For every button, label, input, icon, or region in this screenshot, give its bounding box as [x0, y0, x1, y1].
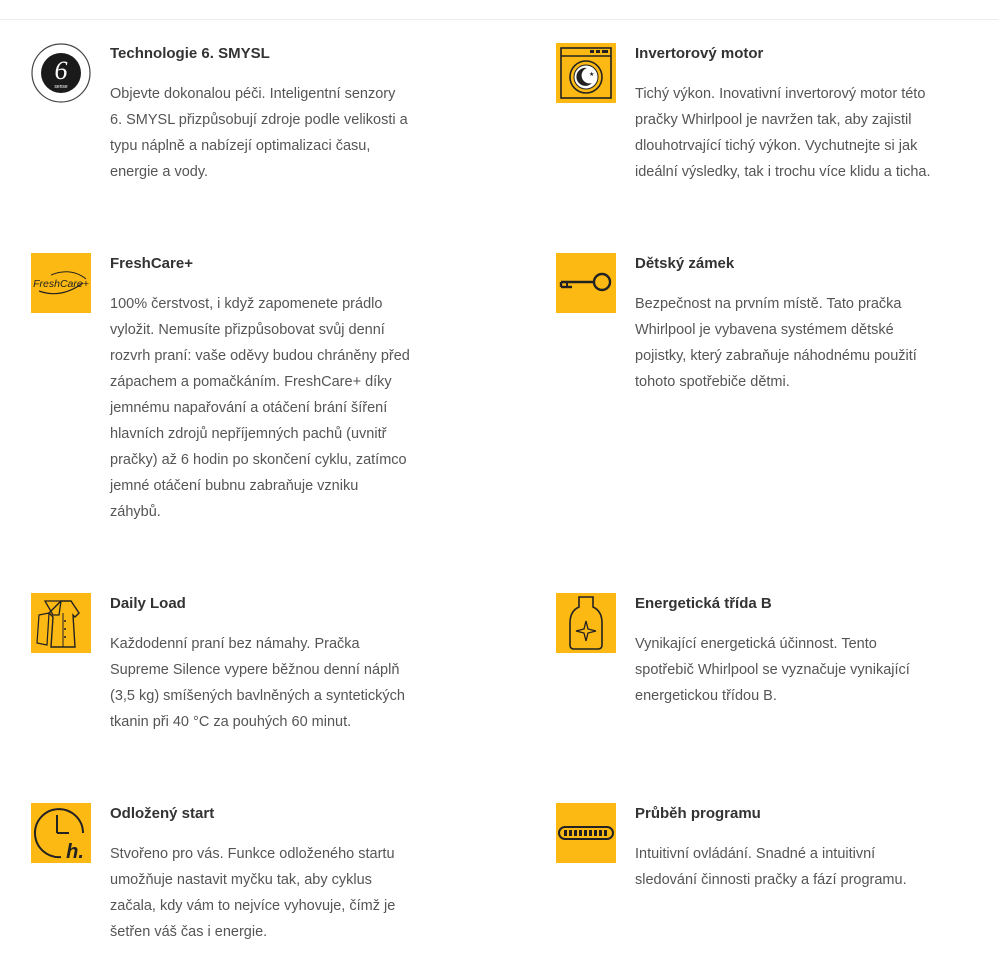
feature-title: Energetická třída B: [635, 595, 772, 612]
feature-title: Dětský zámek: [635, 255, 735, 272]
feature-title: Průběh programu: [635, 805, 761, 822]
feature-description: Každodenní praní bez námahy. Pračka Supreme Silence vypere běžnou denní náplň (3,5 kg) smíšených bavlněných a syntetických tkanin při 40 °C za pouhých 60 minut.: [110, 636, 405, 730]
feature-title: Daily Load: [110, 595, 186, 612]
inverter-motor-icon: [556, 43, 616, 103]
feature-description: Bezpečnost na prvním místě. Tato pračka Whirlpool je vybavena systémem dětské pojistky, který zabraňuje náhodnému použití tohoto spotřebiče dětmi.: [635, 296, 917, 390]
feature-title: Technologie 6. SMYSL: [110, 45, 270, 62]
feature-description: Vynikající energetická účinnost. Tento spotřebič Whirlpool se vyznačuje vynikající energetickou třídou B.: [635, 636, 910, 704]
svg-text:★: ★: [589, 72, 595, 78]
energy-class-bottle-icon: [556, 593, 616, 653]
feature-title: Odložený start: [110, 805, 215, 822]
program-progress-bar-icon: [556, 803, 616, 863]
feature-description: 100% čerstvost, i když zapomenete prádlo vyložit. Nemusíte přizpůsobovat svůj denní rozvrh praní: vaše oděvy budou chráněny před zápachem a pomačkáním. FreshCare+ díky jemnému napařování a otáčení brání šíření hlavních zdrojů nepříjemných pachů (uvnitř pračky) až 6 hodin po skončení cyklu, zatímco jemné otáčení bubnu zabraňuje vzniku záhybů.: [110, 296, 410, 520]
feature-description: Stvořeno pro vás. Funkce odloženého startu umožňuje nastavit myčku tak, aby cyklus začala, kdy vám to nejvíce vyhovuje, čímž je šetřen váš čas i energie.: [110, 846, 396, 940]
sixth-sense-icon: [31, 43, 91, 103]
feature-title: FreshCare+: [110, 255, 193, 272]
feature-description: Objevte dokonalou péči. Inteligentní senzory 6. SMYSL přizpůsobují zdroje podle velikosti a typu náplně a nabízejí optimalizaci času, energie a vody.: [110, 86, 408, 180]
feature-title: Invertorový motor: [635, 45, 764, 62]
child-lock-key-icon: [556, 253, 616, 313]
daily-load-clothes-icon: [31, 593, 91, 653]
svg-text:6: 6: [54, 56, 68, 85]
top-divider: [0, 19, 998, 20]
feature-description: Tichý výkon. Inovativní invertorový motor této pračky Whirlpool je navržen tak, aby zajistil dlouhotrvající tichý výkon. Vychutnejte si jak ideální výsledky, tak i trochu více klidu a ticha.: [635, 86, 931, 180]
feature-description: Intuitivní ovládání. Snadné a intuitivní sledování činnosti pračky a fází programu.: [635, 846, 907, 888]
svg-text:h.: h.: [66, 841, 84, 863]
delayed-start-clock-icon: [31, 803, 91, 863]
svg-text:sense: sense: [54, 84, 68, 90]
freshcare-icon: [31, 253, 91, 313]
svg-text:FreshCare+: FreshCare+: [33, 278, 89, 290]
